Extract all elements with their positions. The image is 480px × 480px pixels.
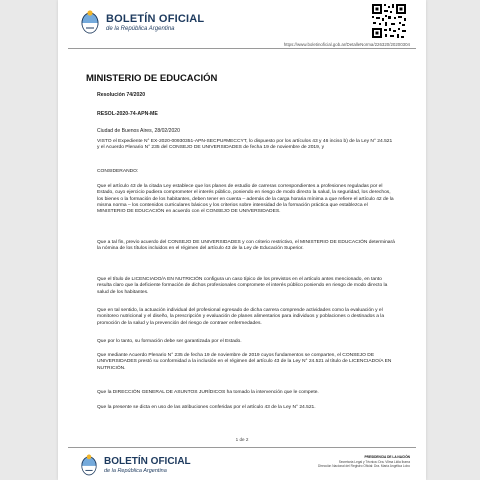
- paragraph: Que la presente se dicta en uso de las atribuciones conferidas por el artículo 43 de la Ley N° 24.521.: [97, 405, 316, 410]
- page-number: 1 de 2: [235, 437, 249, 442]
- paragraph: Que mediante Acuerdo Plenario N° 235 de fecha 19 de noviembre de 2019 cuyos fundamentos se comparten, el CONSEJO DE UNIVERSIDADES prestó su conformidad a la inclusión en el régimen del artículo 43 de la Ley N° 24.521 al título de LICENCIADO/A EN NUTRICIÓN.: [97, 353, 392, 371]
- resolution-code: RESOL-2020-74-APN-ME: [97, 111, 158, 117]
- footer-divider: [68, 447, 416, 448]
- paragraph: Que el artículo 43 de la citada Ley establece que los planes de estudio de carreras correspondientes a profesiones reguladas por el Estado, cuyo ejercicio pudiera comprometer el interés público, poniendo en riesgo de modo directo la salud, la seguridad, los derechos, los bienes o la formación de los habitantes, deben tener en cuenta – además de la carga horaria mínima a que refiere el artículo 42 de la misma norma – los contenidos curriculares básicos y los criterios sobre intensidad de la formación práctica que establezca el MINISTERIO DE EDUCACIÓN en acuerdo con el CONSEJO DE UNIVERSIDADES.: [97, 184, 394, 215]
- footer-presidencia: PRESIDENCIA DE LA NACIÓN: [364, 455, 410, 459]
- footer-credit-line: Dirección Nacional del Registro Oficial: Dra. María Angélica Lobo: [318, 464, 410, 468]
- header-url: https://www.boletinoficial.gob.ar/DetalleNorma/226320/20200304: [283, 42, 410, 47]
- paragraph: Que por lo tanto, su formación debe ser garantizada por el Estado.: [97, 339, 242, 344]
- ministry-heading: MINISTERIO DE EDUCACIÓN: [86, 73, 218, 84]
- header-subtitle: de la República Argentina: [106, 26, 175, 32]
- resolution-number: Resolución 74/2020: [97, 92, 146, 98]
- paragraph-visto: VISTO el Expediente N° EX-2020-00930351-APN-SECPU#MECCYT, lo dispuesto por los artículos 43 y 46 inciso b) de la Ley N° 24.521 y el Acuerdo Plenario N° 235 del CONSEJO DE UNIVERSIDADES de fecha 19 de noviembre de 2019, y: [97, 139, 393, 151]
- document-page: [58, 0, 426, 480]
- header-divider: [68, 48, 416, 49]
- qr-code-icon: [371, 3, 407, 39]
- coat-of-arms-logo: [80, 10, 100, 34]
- paragraph: Que a tal fin, previo acuerdo del CONSEJO DE UNIVERSIDADES y con criterio restrictivo, el MINISTERIO DE EDUCACIÓN determinará la nómina de los títulos incluidos en el régimen del artículo 43 de la Ley de Educación Superior.: [97, 240, 395, 252]
- footer-subtitle: de la República Argentina: [104, 468, 167, 474]
- paragraph: Que en tal sentido, la actuación individual del profesional egresado de dicha carrera comprende actividades como la evaluación y el monitoreo nutricional y el diseño, la prescripción y evaluación de planes alimentarios para individuos y poblaciones o destinados a la promoción de la salud y la prevención del riesgo de contraer enfermedades.: [97, 308, 385, 326]
- paragraph: Que la DIRECCIÓN GENERAL DE ASUNTOS JURÍDICOS ha tomado la intervención que le compete.: [97, 390, 319, 395]
- header-title: BOLETÍN OFICIAL: [106, 13, 205, 25]
- paragraph-considerando: CONSIDERANDO:: [97, 169, 139, 174]
- paragraph: Que el título de LICENCIADO/A EN NUTRICIÓN configura un caso típico de los previstos en el artículo antes mencionado, en tanto resulta claro que la deficiente formación de dichos profesionales compromete el interés público poniendo en riesgo de modo directo la salud de los habitantes.: [97, 277, 388, 295]
- footer-credit-line: Secretaría Legal y Técnica: Dra. Vilma Lidia Ibarra: [338, 459, 410, 464]
- footer-title: BOLETÍN OFICIAL: [104, 456, 191, 467]
- coat-of-arms-logo: [80, 454, 98, 476]
- footer-credits: [318, 455, 410, 469]
- place-date: Ciudad de Buenos Aires, 28/02/2020: [97, 128, 180, 134]
